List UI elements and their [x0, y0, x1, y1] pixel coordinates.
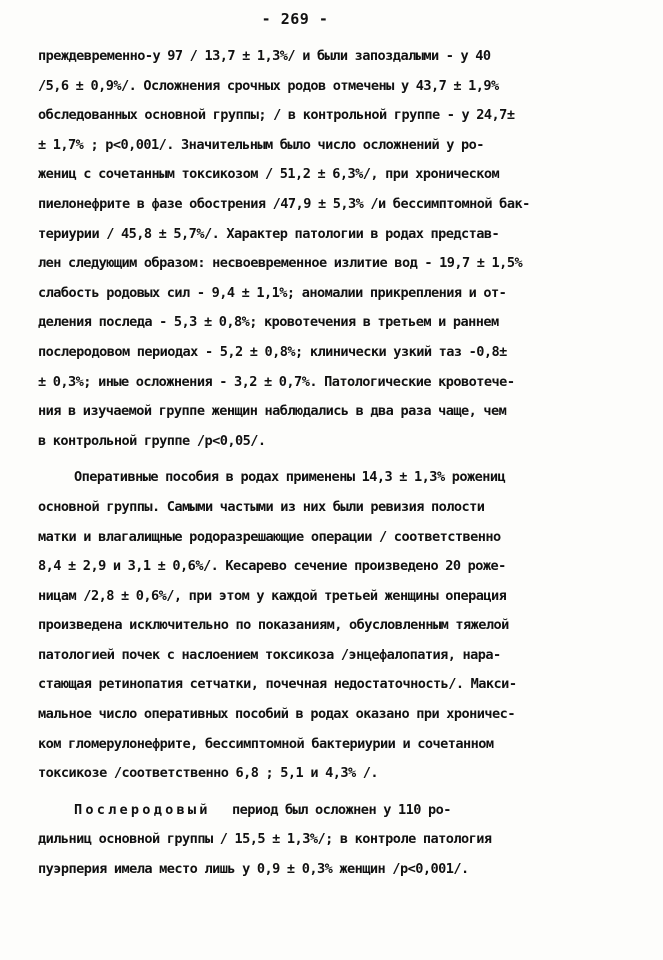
- text-line: преждевременно-у 97 / 13,7 ± 1,3%/ и были запоздалыми - у 40: [38, 48, 491, 64]
- text-line: пиелонефрите в фазе обострения /47,9 ± 5,3% /и бессимптомной бак-: [38, 195, 530, 212]
- text-line: жениц с сочетанным токсикозом / 51,2 ± 6,3%/, при хроническом: [38, 166, 500, 183]
- lead-word: Послеродовый: [74, 801, 211, 818]
- text-line: деления последа - 5,3 ± 0,8%; кровотечения в третьем и раннем: [38, 314, 499, 331]
- text-line: [38, 796, 618, 826]
- text-line: произведена исключительно по показаниям, обусловленным тяжелой: [38, 617, 509, 634]
- text-line: лен следующим образом: несвоевременное излитие вод - 19,7 ± 1,5%: [38, 255, 523, 272]
- text-line: в контрольной группе /р<0,05/.: [38, 432, 266, 449]
- text-line: ± 0,3%; иные осложнения - 3,2 ± 0,7%. Патологические кровотече-: [38, 373, 515, 390]
- text-line: слабость родовых сил - 9,4 ± 1,1%; аномалии прикрепления и от-: [38, 284, 507, 301]
- text-line: ком гломерулонефрите, бессимптомной бактериурии и сочетанном: [38, 735, 494, 752]
- text-line: /5,6 ± 0,9%/. Осложнения срочных родов отмечены у 43,7 ± 1,9%: [38, 77, 499, 94]
- text-line: ± 1,7% ; р<0,001/. Значительным было число осложнений у ро-: [38, 136, 484, 153]
- page-number: - 269 -: [261, 10, 329, 28]
- text-line: ницам /2,8 ± 0,6%/, при этом у каждой третьей женщины операция: [38, 587, 507, 604]
- text-line: послеродовом периодах - 5,2 ± 0,8%; клинически узкий таз -0,8±: [38, 343, 507, 360]
- text-line: пуэрперия имела место лишь у 0,9 ± 0,3% женщин /р<0,001/.: [38, 861, 469, 878]
- text-line: Оперативные пособия в родах применены 14,3 ± 1,3% рожениц: [74, 469, 506, 486]
- text-line: ния в изучаемой группе женщин наблюдались в два раза чаще, чем: [38, 403, 507, 420]
- text-line: матки и влагалищные родоразрешающие операции / соответственно: [38, 528, 501, 545]
- paragraph-labor-complications: [38, 42, 618, 456]
- text-line: 8,4 ± 2,9 и 3,1 ± 0,6%/. Кесарево сечение произведено 20 роже-: [38, 558, 506, 575]
- text-line: териурии / 45,8 ± 5,7%/. Характер патологии в родах представ-: [38, 225, 500, 242]
- paragraph-postpartum: [38, 796, 618, 885]
- lead-line-rest: период был осложнен у 110 ро-: [232, 801, 451, 818]
- text-line: дильниц основной группы / 15,5 ± 1,3%/; в контроле патология: [38, 831, 492, 848]
- body-text: [38, 42, 618, 885]
- text-line: стающая ретинопатия сетчатки, почечная недостаточность/. Макси-: [38, 676, 517, 693]
- text-line: патологией почек с наслоением токсикоза /энцефалопатия, нара-: [38, 646, 501, 663]
- text-line: основной группы. Самыми частыми из них были ревизия полости: [38, 498, 485, 515]
- text-line: обследованных основной группы; / в контрольной группе - у 24,7±: [38, 107, 515, 124]
- text-line: токсикозе /соответственно 6,8 ; 5,1 и 4,3% /.: [38, 765, 379, 782]
- paragraph-operative-aids: [38, 463, 618, 789]
- text-line: мальное число оперативных пособий в родах оказано при хроничес-: [38, 706, 515, 723]
